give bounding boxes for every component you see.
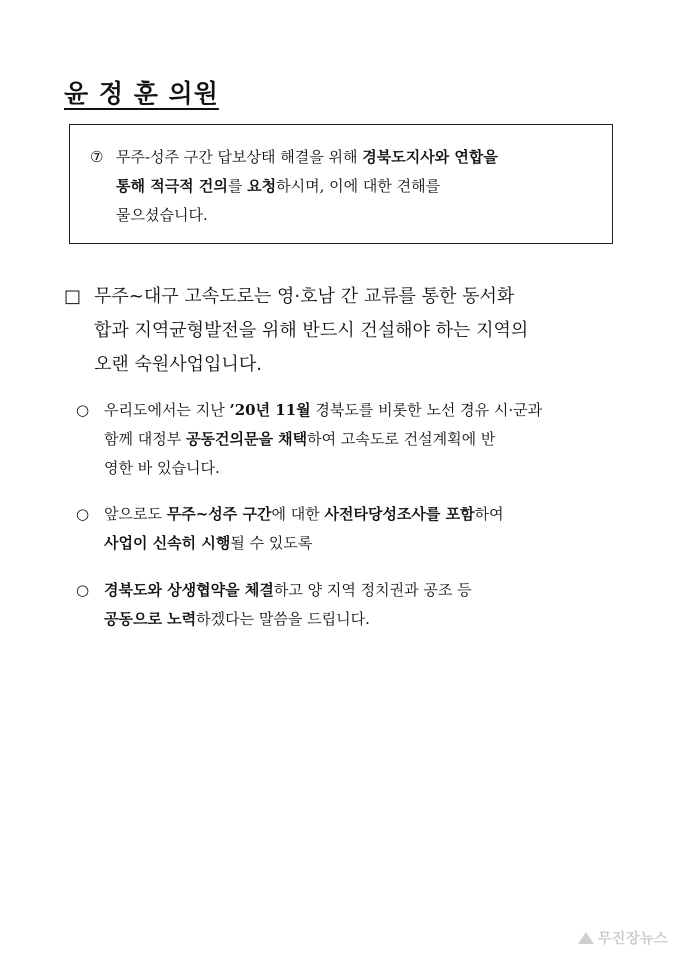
main-line3: 오랜 숙원사업입니다. <box>94 354 262 375</box>
list-item <box>76 576 616 634</box>
item1-l3: 영한 바 있습니다. <box>104 459 220 477</box>
item2-l1a: 앞으로도 <box>104 505 167 523</box>
main-line2: 합과 지역균형발전을 위해 반드시 건설해야 하는 지역의 <box>94 320 529 341</box>
item1-l1c: 경북도를 비롯한 노선 경유 시·군과 <box>310 401 543 419</box>
list-item <box>76 396 616 483</box>
question-box <box>69 124 613 244</box>
item2-l1d: 사전타당성조사를 포함 <box>324 505 475 523</box>
circle-bullet-icon: ○ <box>76 401 90 419</box>
item3-l2b: 하겠다는 말씀을 드립니다. <box>196 610 370 628</box>
list-item <box>76 500 616 558</box>
question-line1-b: 경북도지사와 연합을 <box>362 148 498 166</box>
circle-bullet-icon: ○ <box>76 505 90 523</box>
item2-l1b: 무주~성주 구간 <box>166 505 272 523</box>
page-title: 윤 정 훈 의원 <box>64 79 219 108</box>
item3-l2a: 공동으로 노력 <box>104 610 197 628</box>
question-line2-b: 를 <box>227 177 248 195</box>
item2-l2b: 될 수 있도록 <box>230 534 313 552</box>
item1-l2b: 공동건의문을 채택 <box>186 430 308 448</box>
main-answer <box>64 280 620 382</box>
question-line1-a: 무주-성주 구간 답보상태 해결을 위해 <box>116 148 363 166</box>
item3-l1a: 경북도와 상생협약을 체결 <box>104 581 274 599</box>
item1-l1b: ’20년 11월 <box>229 401 311 419</box>
mountain-icon <box>578 932 594 944</box>
circle-bullet-icon: ○ <box>76 581 90 599</box>
item2-l1c: 에 대한 <box>271 505 325 523</box>
item3-l1b: 하고 양 지역 정치권과 공조 등 <box>273 581 472 599</box>
watermark-text: 무진장뉴스 <box>597 931 668 947</box>
question-number: ⑦ <box>90 148 104 166</box>
question-line2-d: 하시며, 이에 대한 견해를 <box>276 177 441 195</box>
item1-l1a: 우리도에서는 지난 <box>104 401 230 419</box>
item2-l2a: 사업이 신속히 시행 <box>104 534 231 552</box>
question-line2-c: 요청 <box>247 177 277 195</box>
item1-l2a: 함께 대정부 <box>104 430 186 448</box>
question-line3: 물으셨습니다. <box>116 206 208 224</box>
main-line1: 무주~대구 고속도로는 영·호남 간 교류를 통한 동서화 <box>94 286 515 307</box>
item1-l2c: 하여 고속도로 건설계획에 반 <box>307 430 496 448</box>
item2-l1e: 하여 <box>474 505 504 523</box>
square-bullet-icon: □ <box>64 286 82 307</box>
watermark-logo <box>578 928 668 948</box>
question-line2-a: 통해 적극적 건의 <box>116 177 228 195</box>
question-text <box>90 143 600 230</box>
